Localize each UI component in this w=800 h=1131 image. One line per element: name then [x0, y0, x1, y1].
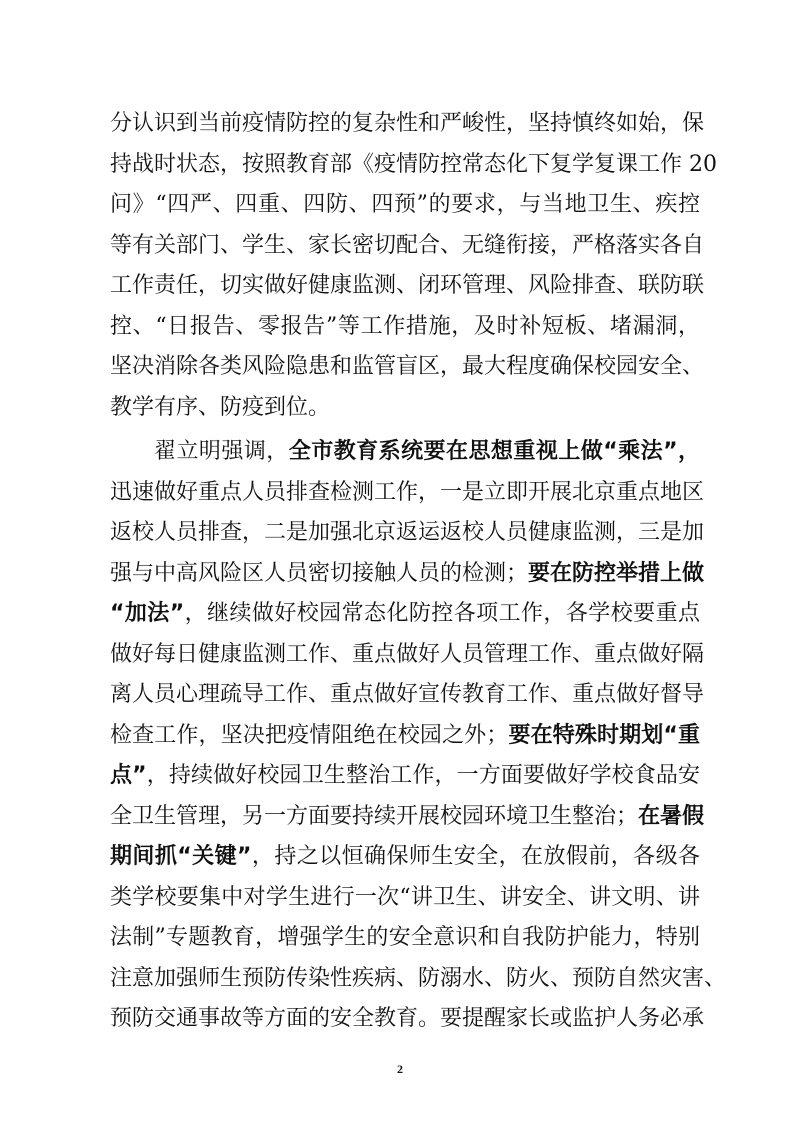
text-line: [110, 756, 700, 797]
text-line: [110, 432, 700, 473]
plain-text: 强与中高风险区人员密切接触人员的检测；: [110, 560, 529, 586]
plain-text: ，继续做好校园常态化防控各项工作，各学校要重点: [184, 601, 700, 626]
plain-text: ，持续做好校园卫生整治工作，一方面要做好学校食品安: [146, 763, 700, 788]
text-line: 迅速做好重点人员排查检测工作，一是立即开展北京重点地区: [110, 479, 705, 505]
paragraph-2: [110, 432, 727, 1040]
text-line: 等有关部门、学生、家长密切配合、无缝衔接，严格落实各自: [110, 232, 705, 258]
text-line: [110, 594, 700, 635]
text-line: 法制”专题教育，增强学生的安全意识和自我防护能力，特别: [110, 925, 700, 950]
bold-text: 点”: [110, 763, 147, 788]
page-number: 2: [397, 1062, 403, 1076]
text-line: 持战时状态，按照教育部《疫情防控常态化下复学复课工作 20: [110, 151, 717, 177]
text-line: 做好每日健康监测工作、重点做好人员管理工作、重点做好隔: [110, 641, 705, 667]
text-line: 教学有序、防疫到位。: [110, 394, 331, 420]
plain-text: 翟立明强调，: [154, 439, 289, 464]
bold-text: 期间抓“关键”: [110, 844, 252, 869]
bold-text: “加法”: [110, 601, 185, 626]
plain-text: 全卫生管理，另一方面要持续开展校园环境卫生整治；: [110, 803, 639, 829]
text-line: 分认识到当前疫情防控的复杂性和严峻性，坚持慎终如始，保: [110, 111, 705, 136]
text-line: 控、“日报告、零报告”等工作措施，及时补短板、堵漏洞，: [110, 313, 700, 339]
bold-text: 要在特殊时期划“重: [508, 722, 700, 748]
plain-text: 检查工作，坚决把疫情阻绝在校园之外；: [110, 722, 509, 748]
text-line: 预防交通事故等方面的安全教育。要提醒家长或监护人务必承: [110, 1006, 705, 1031]
bold-text: 全市教育系统要在思想重视上做“乘法”，: [288, 439, 700, 464]
text-line: 坚决消除各类风险隐患和监管盲区，最大程度确保校园安全、: [110, 354, 705, 379]
text-line: 注意加强师生预防传染性疾病、防溺水、防火、预防自然灾害、: [110, 965, 727, 991]
text-line: 工作责任，切实做好健康监测、闭环管理、风险排查、联防联: [110, 273, 705, 298]
text-line: [110, 797, 705, 838]
text-line: [110, 554, 705, 595]
text-line: 离人员心理疏导工作、重点做好宣传教育工作、重点做好督导: [110, 682, 705, 707]
bold-text: 要在防控举措上做: [528, 560, 705, 586]
text-line: [110, 716, 700, 757]
bold-text: 在暑假: [638, 803, 705, 829]
body-text: [110, 104, 727, 1040]
plain-text: ，持之以恒确保师生安全，在放假前，各级各: [251, 844, 700, 869]
text-line: 类学校要集中对学生进行一次“讲卫生、讲安全、讲文明、讲: [110, 884, 700, 910]
text-line: 问》“四严、四重、四防、四预”的要求，与当地卫生、疾控: [110, 192, 700, 217]
text-line: [110, 837, 700, 878]
paragraph-1: [110, 104, 717, 428]
text-line: 返校人员排查，二是加强北京返运返校人员健康监测，三是加: [110, 520, 705, 545]
